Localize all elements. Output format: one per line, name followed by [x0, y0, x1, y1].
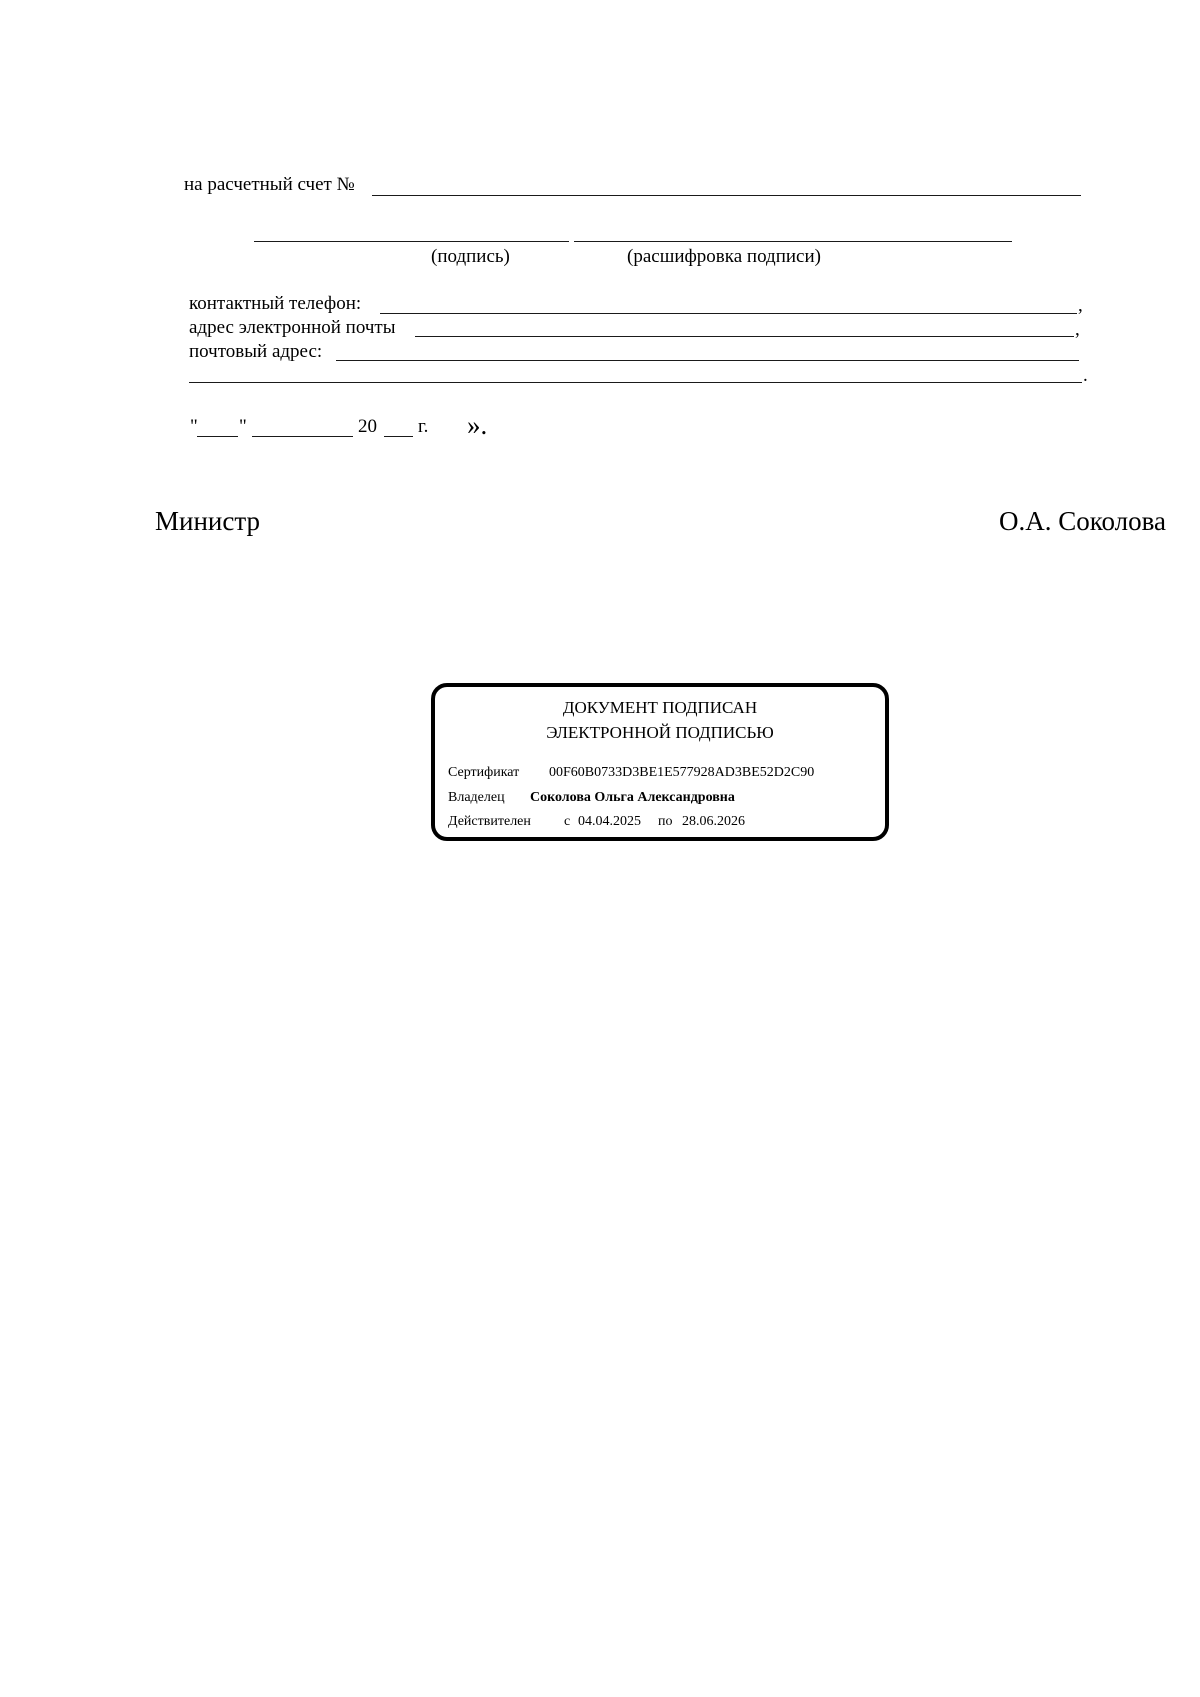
phone-label: контактный телефон:: [189, 293, 362, 314]
postal-line-2: [189, 382, 1082, 383]
signature-decoding-line: [574, 241, 1012, 242]
owner-label: Владелец: [448, 790, 505, 805]
date-year-line: [384, 436, 413, 437]
valid-from-prefix: с: [564, 814, 571, 829]
email-comma: ,: [1075, 319, 1080, 340]
postal-label: почтовый адрес:: [189, 341, 323, 362]
signature-caption: (подпись): [431, 246, 510, 267]
valid-to-prefix: по: [658, 814, 673, 829]
email-label: адрес электронной почты: [189, 317, 396, 338]
postal-line-1: [336, 360, 1079, 361]
valid-label: Действителен: [448, 814, 531, 829]
signature-line: [254, 241, 569, 242]
stamp-title-line2: ЭЛЕКТРОННОЙ ПОДПИСЬЮ: [546, 723, 774, 742]
certificate-label: Сертификат: [448, 765, 520, 780]
valid-from-date: 04.04.2025: [578, 814, 641, 829]
certificate-value: 00F60B0733D3BE1E577928AD3BE52D2C90: [549, 765, 815, 780]
date-day-line: [197, 436, 238, 437]
postal-period: .: [1083, 365, 1088, 386]
phone-line: [380, 313, 1077, 314]
date-year-prefix: 20: [358, 416, 377, 437]
signatory-name: О.А. Соколова: [999, 506, 1166, 536]
closing-quote: ».: [467, 410, 488, 440]
signatory-position: Министр: [155, 506, 260, 536]
date-open-quote: ": [190, 416, 198, 437]
phone-comma: ,: [1078, 295, 1083, 316]
account-number-line: [372, 195, 1081, 196]
owner-value: Соколова Ольга Александровна: [530, 790, 735, 805]
electronic-signature-stamp: [431, 683, 889, 841]
valid-to-date: 28.06.2026: [682, 814, 745, 829]
date-month-line: [252, 436, 353, 437]
date-close-quote: ": [239, 416, 247, 437]
account-label: на расчетный счет №: [184, 174, 355, 195]
signature-decoding-caption: (расшифровка подписи): [627, 246, 821, 267]
stamp-title-line1: ДОКУМЕНТ ПОДПИСАН: [562, 698, 758, 717]
email-line: [415, 336, 1074, 337]
date-year-suffix: г.: [418, 416, 429, 437]
